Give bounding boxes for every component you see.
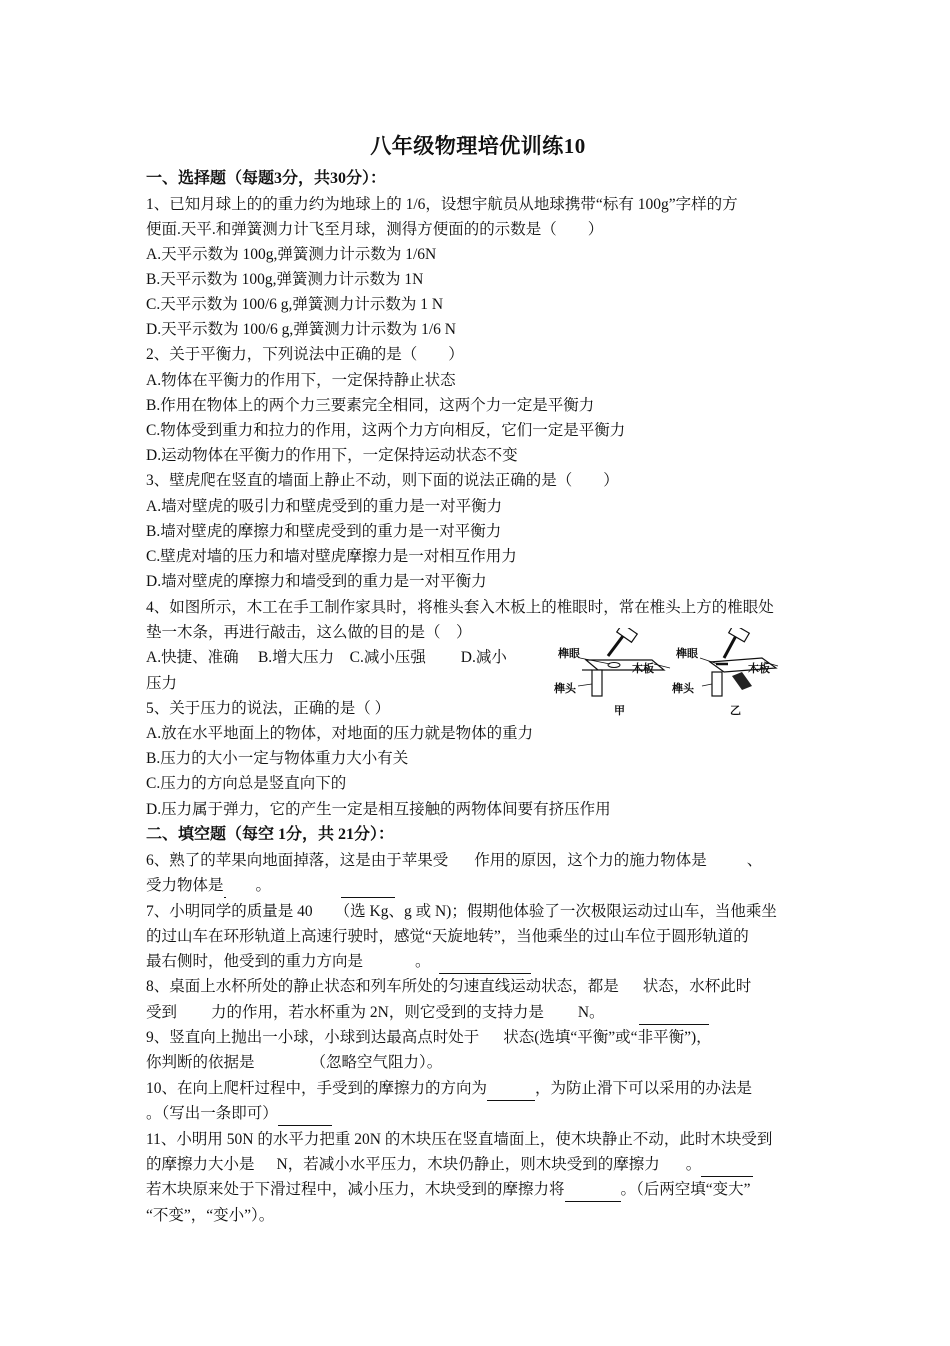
q5-stem: 5、关于压力的说法，正确的是（ ）	[146, 700, 391, 717]
figure-panel-b	[671, 628, 778, 717]
q11-blank-1	[701, 1158, 753, 1177]
q1-option-b: B.天平示数为 100g,弹簧测力计示数为 1N	[146, 271, 424, 288]
q10-blank-1	[487, 1082, 535, 1101]
q4-options-cont: 压力	[146, 675, 178, 692]
figure-label-board-b: 木板	[748, 662, 770, 675]
q4-stem-1: 4、如图所示，木工在手工制作家具时，将椎头套入木板上的椎眼时，常在椎头上方的椎眼处	[146, 599, 774, 616]
figure-label-jia: 甲	[614, 704, 625, 717]
figure-label-board-a: 木板	[632, 662, 654, 675]
figure-label-eye-a: 榫眼	[558, 647, 580, 660]
q1-stem-2: 便面.天平.和弹簧测力计飞至月球，测得方便面的的示数是（ ）	[146, 221, 604, 238]
q11-line-2: 的摩擦力大小是 N，若减小水平压力，木块仍静止，则木块受到的摩擦力 。	[146, 1152, 753, 1177]
q3-option-a: A.墙对壁虎的吸引力和壁虎受到的重力是一对平衡力	[146, 498, 503, 515]
q11-line-1: 11、小明用 50N 的水平力把重 20N 的木块压在竖直墙面上，使木块静止不动，此时木块受到	[146, 1131, 773, 1148]
q6-line-1: 6、熟了的苹果向地面掉落，这是由于苹果受 作用的原因，这个力的施力物体是 、	[146, 852, 763, 869]
q11-line-3: 若木块原来处于下滑过程中，减小压力，木块受到的摩擦力将 。（后两空填“变大”	[146, 1177, 751, 1202]
q3-option-b: B.墙对壁虎的摩擦力和壁虎受到的重力是一对平衡力	[146, 523, 502, 540]
q4-stem-2: 垫一木条，再进行敲击，这么做的目的是（ ）	[146, 624, 472, 641]
q4-options: A.快捷、准确 B.增大压力 C.减小压强 D.减小	[146, 649, 507, 666]
q5-option-b: B.压力的大小一定与物体重力大小有关	[146, 750, 409, 767]
q2-stem: 2、关于平衡力，下列说法中正确的是（ ）	[146, 346, 464, 363]
q6-blank	[341, 879, 395, 898]
q1-option-c: C.天平示数为 100/6 g,弹簧测力计示数为 1 N	[146, 296, 444, 313]
q1-option-d: D.天平示数为 100/6 g,弹簧测力计示数为 1/6 N	[146, 321, 457, 338]
q7-line-3: 最右侧时，他受到的重力方向是 。	[146, 949, 531, 974]
q10-line-2: 。（写出一条即可）	[146, 1101, 332, 1126]
q8-blank	[639, 1006, 709, 1025]
q2-option-d: D.运动物体在平衡力的作用下，一定保持运动状态不变	[146, 447, 518, 464]
q4-figure	[552, 628, 812, 720]
q3-stem: 3、壁虎爬在竖直的墙面上静止不动，则下面的说法正确的是（ ）	[146, 472, 619, 489]
q5-option-c: C.压力的方向总是竖直向下的	[146, 775, 347, 792]
q10-blank-2	[278, 1107, 332, 1126]
q5-option-d: D.压力属于弹力，它的产生一定是相互接触的两物体间要有挤压作用	[146, 801, 611, 818]
section-fill-heading: 二、填空题（每空 1分，共 21分）：	[146, 826, 395, 843]
q3-option-d: D.墙对壁虎的摩擦力和墙受到的重力是一对平衡力	[146, 573, 487, 590]
figure-label-yi: 乙	[730, 704, 741, 717]
q2-option-c: C.物体受到重力和拉力的作用，这两个力方向相反，它们一定是平衡力	[146, 422, 626, 439]
q10-line-1: 10、在向上爬杆过程中，手受到的摩擦力的方向为 ，为防止滑下可以采用的办法是	[146, 1076, 752, 1101]
q7-blank	[439, 955, 531, 974]
q11-blank-2	[565, 1183, 621, 1202]
page-title: 八年级物理培优训练10	[370, 134, 586, 158]
q9-line-1: 9、竖直向上抛出一小球，小球到达最高点时处于 状态(选填“平衡”或“非平衡”)，	[146, 1029, 712, 1046]
q9-line-2: 你判断的依据是 （忽略空气阻力）。	[146, 1054, 443, 1071]
figure-label-eye-b: 榫眼	[676, 647, 698, 660]
q3-option-c: C.壁虎对墙的压力和墙对壁虎摩擦力是一对相互作用力	[146, 548, 517, 565]
section-choice-heading: 一、选择题（每题3分，共30分）：	[146, 170, 387, 187]
q11-line-4: “不变”，“变小”）。	[146, 1207, 275, 1224]
q8-line-2: 受到 力的作用，若水杯重为 2N，则它受到的支持力是 N。	[146, 1000, 709, 1025]
q7-line-2: 的过山车在环形轨道上高速行驶时，感觉“天旋地转”，当他乘坐的过山车位于圆形轨道的	[146, 928, 749, 945]
q2-option-a: A.物体在平衡力的作用下，一定保持静止状态	[146, 372, 456, 389]
q2-option-b: B.作用在物体上的两个力三要素完全相同，这两个力一定是平衡力	[146, 397, 595, 414]
q6-line-2: 受力物体是 。	[146, 873, 395, 898]
q5-option-a: A.放在水平地面上的物体，对地面的压力就是物体的重力	[146, 725, 534, 742]
figure-panel-a	[553, 628, 670, 717]
figure-label-head-b: 榫头	[672, 682, 694, 695]
q1-option-a: A.天平示数为 100g,弹簧测力计示数为 1/6N	[146, 246, 437, 263]
q7-line-1: 7、小明同学的质量是 40 （选 Kg、g 或 N)；假期他体验了一次极限运动过山车，当他乘坐	[146, 903, 777, 920]
q8-line-1: 8、桌面上水杯所处的静止状态和列车所处的匀速直线运动状态，都是 状态，水杯此时	[146, 978, 752, 995]
figure-label-head-a: 榫头	[554, 682, 576, 695]
q1-stem-1: 1、已知月球上的的重力约为地球上的 1/6，设想宇航员从地球携带“标有 100g”字样的方	[146, 196, 738, 213]
